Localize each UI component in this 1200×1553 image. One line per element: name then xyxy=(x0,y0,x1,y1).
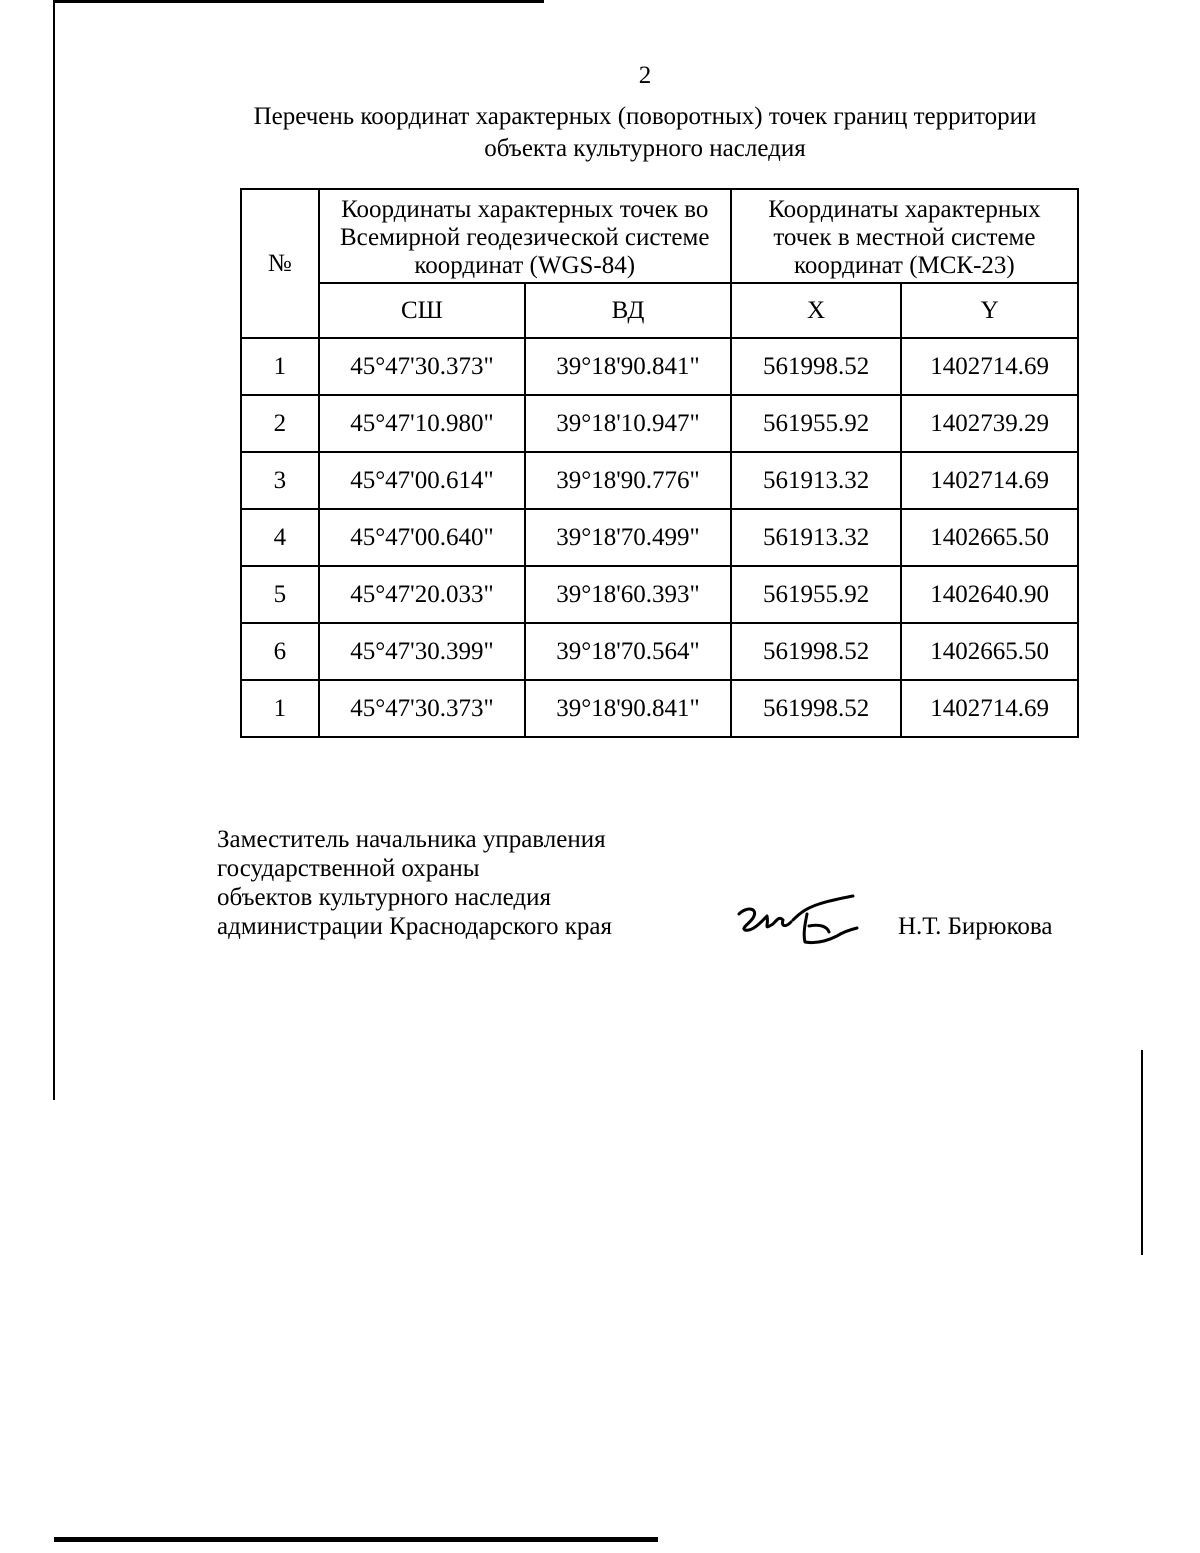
cell-y: 1402714.69 xyxy=(901,452,1078,509)
header-msk23 xyxy=(731,189,1078,283)
cell-longitude: 39°18'90.776" xyxy=(525,452,731,509)
cell-x: 561955.92 xyxy=(731,395,902,452)
cell-y: 1402665.50 xyxy=(901,623,1078,680)
header-line: Координаты характерных xyxy=(768,196,1041,223)
table-row xyxy=(241,452,1078,509)
table-row xyxy=(241,623,1078,680)
cell-y: 1402714.69 xyxy=(901,680,1078,737)
cell-latitude: 45°47'30.399" xyxy=(319,623,526,680)
header-y: Y xyxy=(901,283,1078,338)
header-line: координат (WGS-84) xyxy=(414,252,636,279)
table-row xyxy=(241,395,1078,452)
cell-y: 1402714.69 xyxy=(901,338,1078,395)
coordinates-table xyxy=(240,188,1079,738)
table-row xyxy=(241,509,1078,566)
cell-longitude: 39°18'90.841" xyxy=(525,338,731,395)
signer-name: Н.Т. Бирюкова xyxy=(898,913,1053,940)
cell-latitude: 45°47'20.033" xyxy=(319,566,526,623)
cell-x: 561913.32 xyxy=(731,509,902,566)
cell-latitude: 45°47'00.614" xyxy=(319,452,526,509)
cell-longitude: 39°18'70.499" xyxy=(525,509,731,566)
signer-position xyxy=(217,825,612,941)
scan-edge-bottom xyxy=(54,1537,658,1542)
title-line: объекта культурного наследия xyxy=(484,135,806,162)
cell-latitude: 45°47'00.640" xyxy=(319,509,526,566)
position-line: Заместитель начальника управления xyxy=(217,826,606,853)
scan-edge-right xyxy=(1141,1050,1143,1255)
cell-number: 2 xyxy=(241,395,319,452)
cell-x: 561913.32 xyxy=(731,452,902,509)
cell-number: 5 xyxy=(241,566,319,623)
cell-number: 1 xyxy=(241,680,319,737)
cell-y: 1402739.29 xyxy=(901,395,1078,452)
document-title xyxy=(200,101,1090,165)
table-row xyxy=(241,680,1078,737)
cell-x: 561998.52 xyxy=(731,338,902,395)
title-line: Перечень координат характерных (поворотных) точек границ территории xyxy=(253,103,1037,130)
cell-x: 561955.92 xyxy=(731,566,902,623)
position-line: государственной охраны xyxy=(217,855,480,882)
header-line: точек в местной системе xyxy=(773,224,1036,251)
header-wgs84 xyxy=(319,189,731,283)
cell-longitude: 39°18'60.393" xyxy=(525,566,731,623)
header-latitude: СШ xyxy=(319,283,526,338)
header-number: № xyxy=(241,189,319,338)
cell-x: 561998.52 xyxy=(731,623,902,680)
cell-longitude: 39°18'70.564" xyxy=(525,623,731,680)
cell-latitude: 45°47'10.980" xyxy=(319,395,526,452)
cell-number: 6 xyxy=(241,623,319,680)
table-row xyxy=(241,338,1078,395)
cell-number: 4 xyxy=(241,509,319,566)
scan-edge-top xyxy=(54,0,544,3)
cell-y: 1402640.90 xyxy=(901,566,1078,623)
page-number: 2 xyxy=(638,62,652,89)
cell-latitude: 45°47'30.373" xyxy=(319,338,526,395)
header-line: Всемирной геодезической системе xyxy=(339,224,710,251)
cell-x: 561998.52 xyxy=(731,680,902,737)
cell-number: 1 xyxy=(241,338,319,395)
header-line: координат (МСК-23) xyxy=(794,252,1015,279)
cell-longitude: 39°18'10.947" xyxy=(525,395,731,452)
cell-longitude: 39°18'90.841" xyxy=(525,680,731,737)
cell-number: 3 xyxy=(241,452,319,509)
cell-latitude: 45°47'30.373" xyxy=(319,680,526,737)
position-line: объектов культурного наследия xyxy=(217,884,551,911)
header-longitude: ВД xyxy=(525,283,731,338)
scan-edge-left xyxy=(53,0,55,1100)
table-row xyxy=(241,566,1078,623)
header-x: X xyxy=(731,283,902,338)
handwritten-signature xyxy=(733,890,863,950)
cell-y: 1402665.50 xyxy=(901,509,1078,566)
position-line: администрации Краснодарского края xyxy=(217,913,613,940)
header-line: Координаты характерных точек во xyxy=(341,196,709,223)
